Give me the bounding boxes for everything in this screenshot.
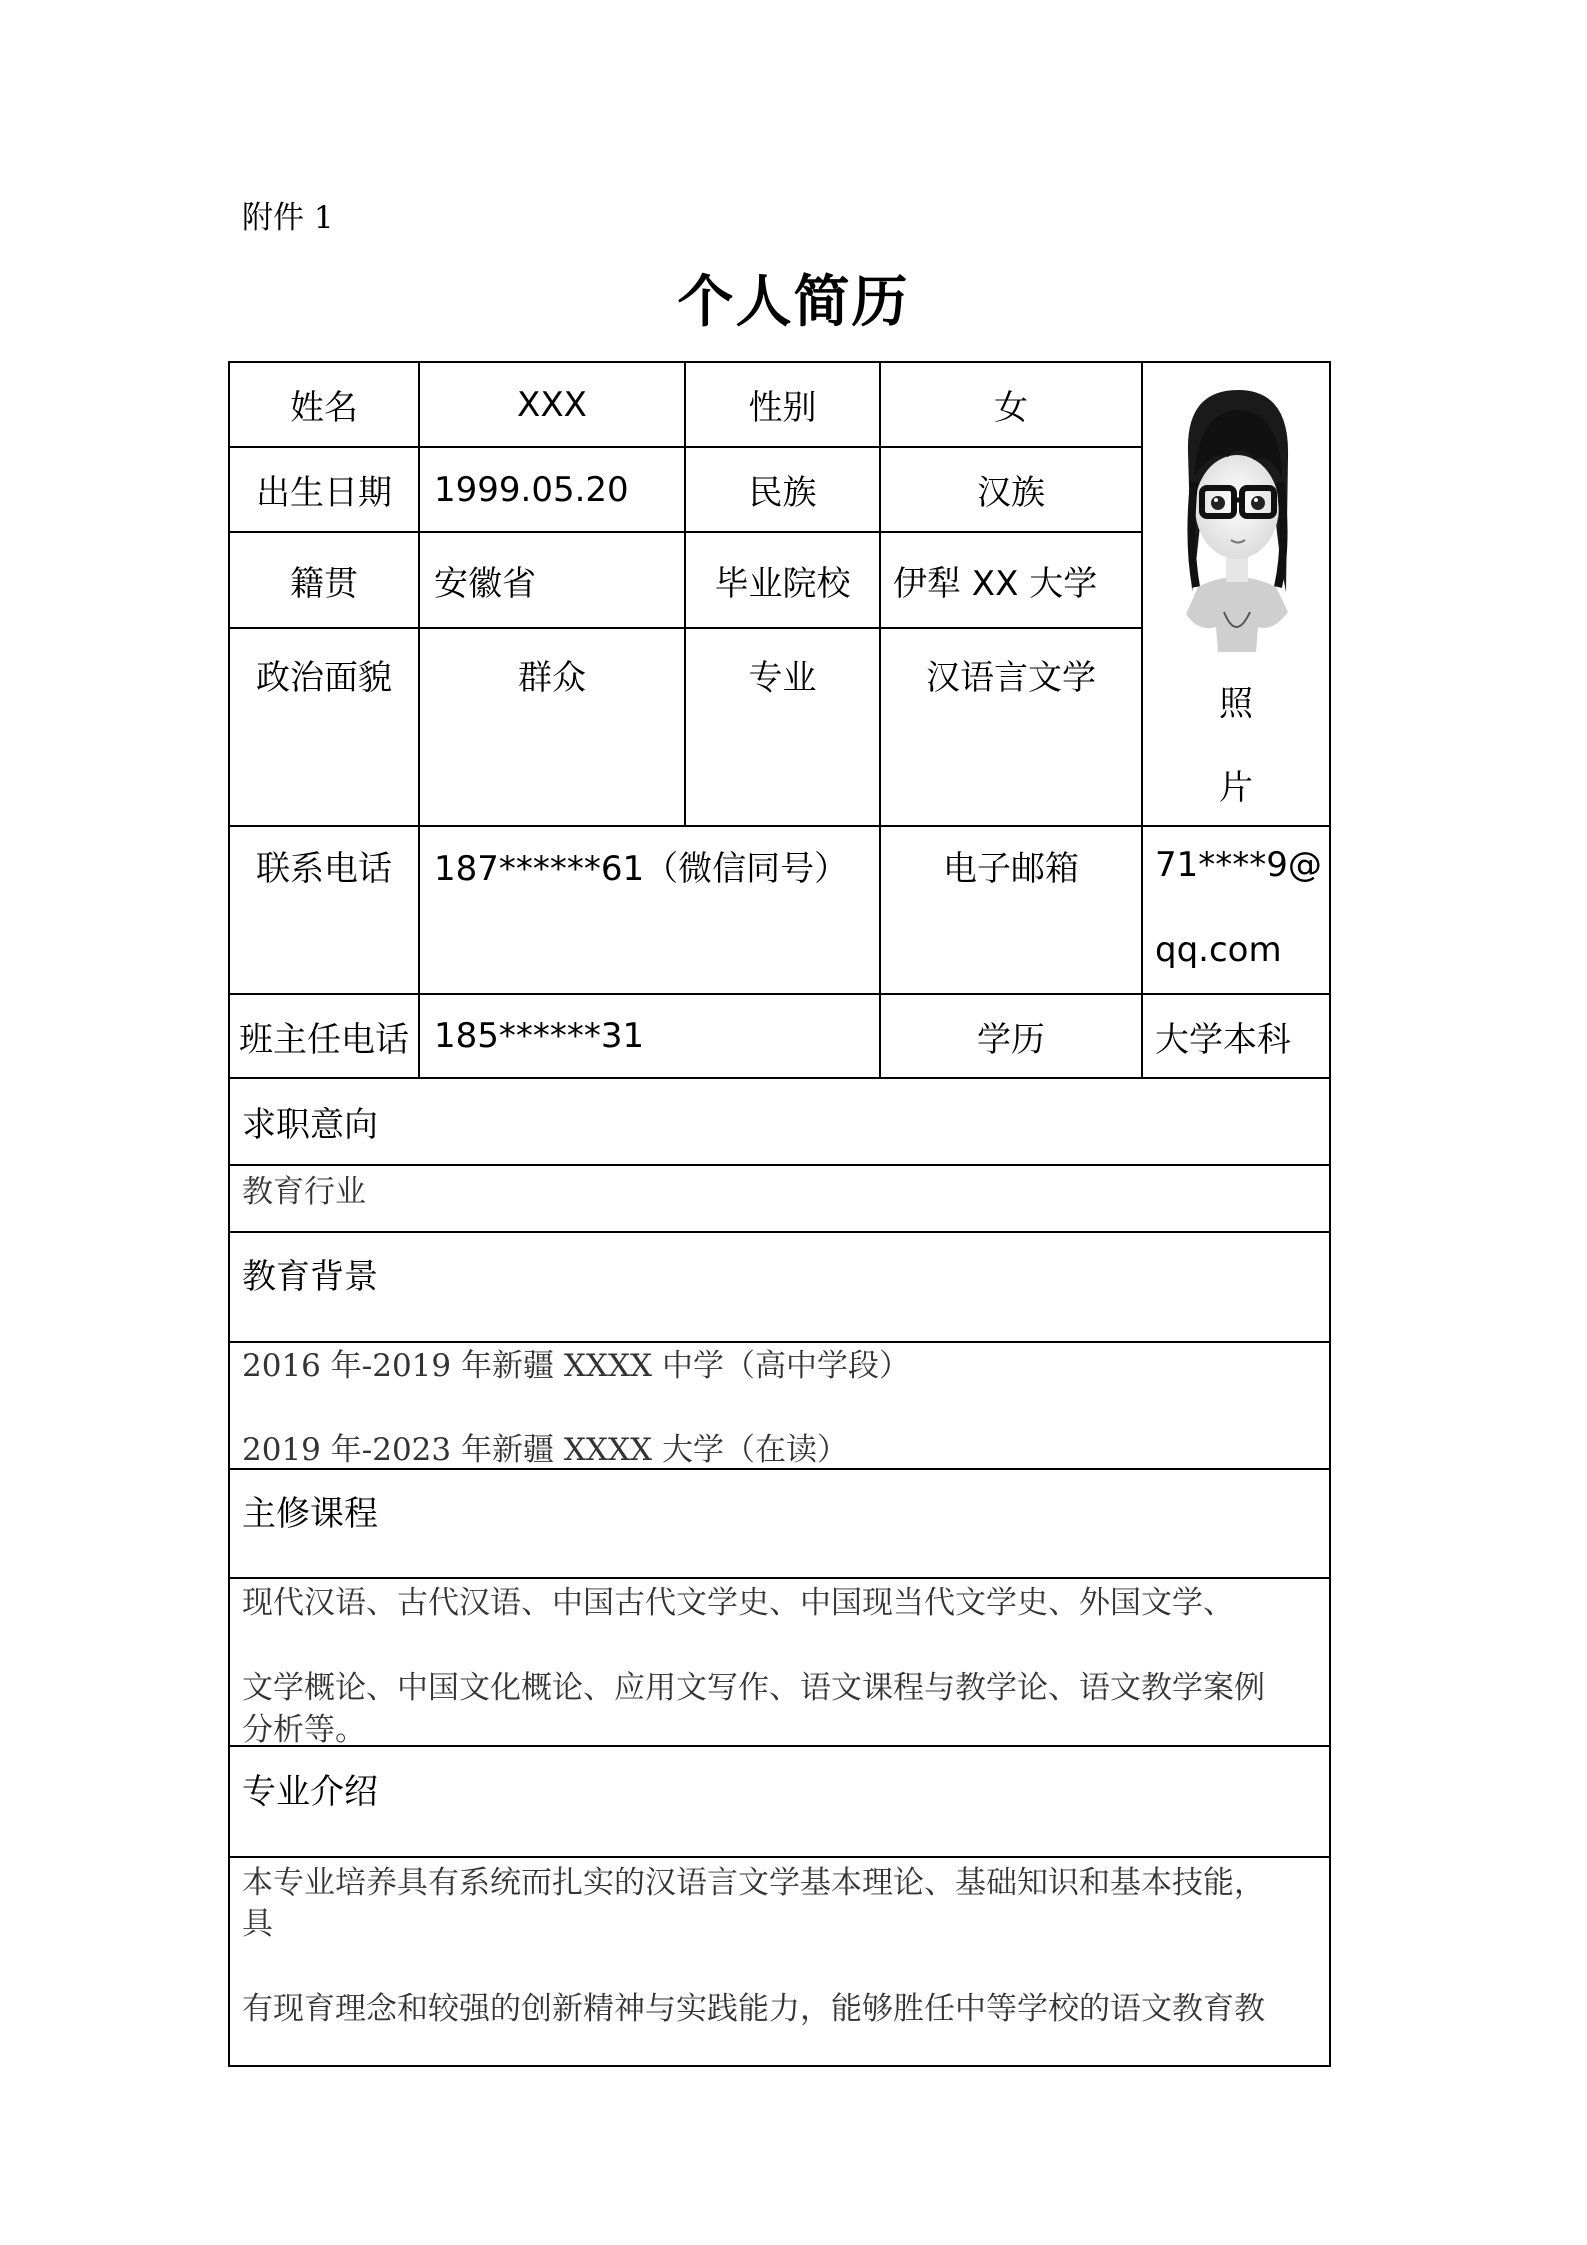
teacher-phone-value: 185******31 (434, 1016, 645, 1056)
gender-label: 性别 (748, 388, 817, 428)
intro-line-1: 本专业培养具有系统而扎实的汉语言文学基本理论、基础知识和基本技能， (242, 1865, 1265, 1901)
page-title: 个人简历 (677, 270, 910, 335)
photo-label-1: 照 (1219, 683, 1253, 724)
school-value: 伊犁 XX 大学 (893, 563, 1098, 604)
course-line-1: 现代汉语、古代汉语、中国古代文学史、中国现当代文学史、外国文学、 (242, 1585, 1234, 1621)
school-label: 毕业院校 (714, 563, 851, 604)
annex-label: 附件 1 (242, 200, 334, 236)
email-label: 电子邮箱 (943, 848, 1079, 889)
course-line-2: 文学概论、中国文化概论、应用文写作、语文课程与教学论、语文教学案例 (242, 1670, 1265, 1706)
section-intent-heading: 求职意向 (242, 1105, 378, 1145)
photo-label-2: 片 (1219, 767, 1253, 808)
name-value: XXX (517, 384, 587, 425)
birth-value: 1999.05.20 (434, 469, 629, 510)
name-label: 姓名 (290, 388, 358, 428)
political-value: 群众 (518, 658, 586, 698)
email-value-2: qq.com (1155, 930, 1282, 970)
degree-value: 大学本科 (1155, 1019, 1291, 1060)
intro-line-3: 有现育理念和较强的创新精神与实践能力，能够胜任中等学校的语文教育教 (242, 1991, 1265, 2027)
political-label: 政治面貌 (256, 658, 392, 698)
native-label: 籍贯 (290, 563, 358, 604)
major-value: 汉语言文学 (926, 658, 1096, 698)
email-value-1: 71****9@ (1155, 845, 1322, 885)
phone-label: 联系电话 (256, 848, 392, 889)
section-course-heading: 主修课程 (242, 1493, 378, 1534)
gender-value: 女 (994, 388, 1028, 428)
intro-line-2: 具 (242, 1906, 273, 1942)
birth-label: 出生日期 (256, 473, 392, 513)
native-value: 安徽省 (434, 563, 536, 604)
section-edu-heading: 教育背景 (242, 1256, 378, 1297)
phone-value: 187******61（微信同号） (434, 848, 849, 889)
major-label: 专业 (748, 658, 817, 698)
section-intent-value: 教育行业 (242, 1174, 366, 1210)
course-line-3: 分析等。 (242, 1712, 366, 1748)
edu-line-2: 2019 年-2023 年新疆 XXXX 大学（在读） (242, 1432, 848, 1468)
degree-label: 学历 (977, 1019, 1045, 1060)
ethnic-value: 汉族 (977, 473, 1045, 513)
teacher-phone-label: 班主任电话 (239, 1019, 409, 1060)
photo-avatar-icon (1158, 382, 1314, 660)
edu-line-1: 2016 年-2019 年新疆 XXXX 中学（高中学段） (242, 1348, 910, 1384)
section-intro-heading: 专业介绍 (242, 1771, 378, 1812)
ethnic-label: 民族 (748, 473, 817, 513)
